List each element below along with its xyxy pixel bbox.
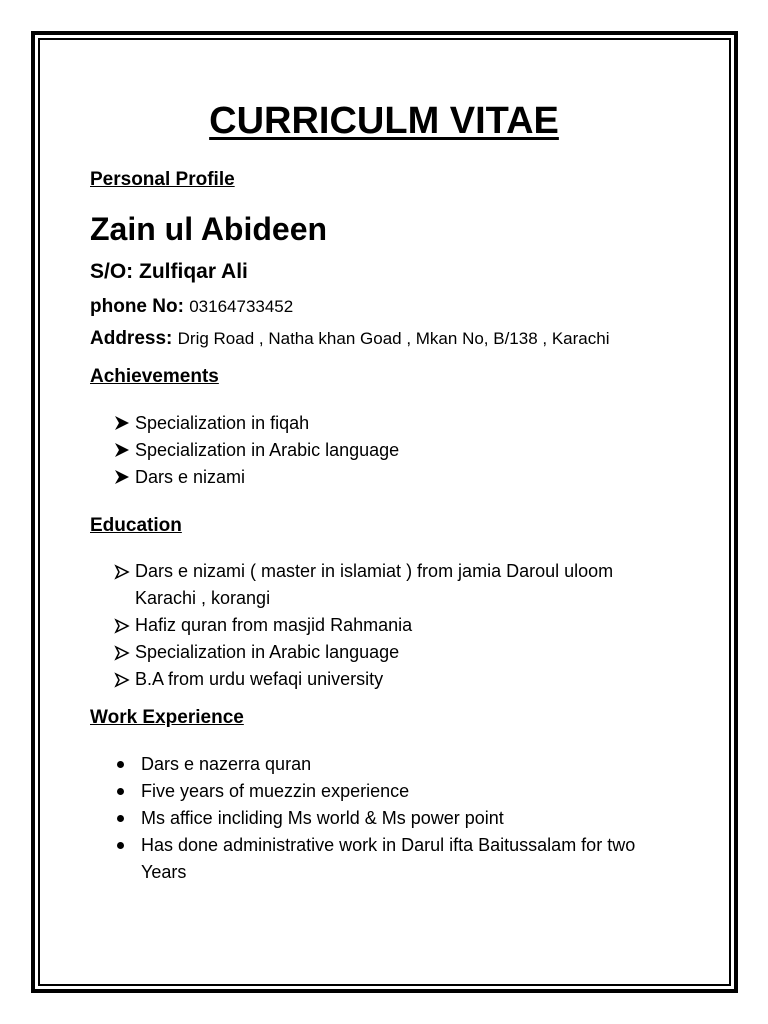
address-label: Address: [90,328,173,349]
work-text: Years [141,862,187,882]
arrow-bullet-icon [114,469,130,485]
document-title: CURRICULM VITAE [209,100,559,142]
list-item [0,558,613,585]
address-line [90,328,609,350]
work-text: Five years of muezzin experience [141,781,410,801]
person-name: Zain ul Abideen [90,211,328,247]
round-bullet-icon [117,761,124,768]
education-list [0,558,613,693]
list-item [0,410,399,437]
list-item [0,805,635,832]
address-value: Drig Road , Natha khan Goad , Mkan No, B/138 , Karachi [177,329,610,348]
work-experience-list [0,751,635,886]
achievements-list [0,410,399,491]
achievement-text: Specialization in Arabic language [135,440,400,460]
phone-label: phone No: [90,296,184,317]
round-bullet-icon [117,842,124,849]
education-text: B.A from urdu wefaqi university [135,669,384,689]
arrow-outline-bullet-icon [114,645,130,661]
education-heading: Education [90,515,182,536]
phone-value: 03164733452 [189,297,294,316]
education-text: Hafiz quran from masjid Rahmania [135,615,413,635]
arrow-bullet-icon [114,442,130,458]
round-bullet-icon [117,788,124,795]
phone-line [90,296,293,318]
work-text: Has done administrative work in Darul ifta Baitussalam for two [141,835,636,855]
list-item [0,464,399,491]
arrow-outline-bullet-icon [114,564,130,580]
list-item [0,751,635,778]
list-item-continuation [0,585,613,612]
arrow-outline-bullet-icon [114,618,130,634]
arrow-bullet-icon [114,415,130,431]
education-text: Dars e nizami ( master in islamiat ) from jamia Daroul uloom [135,561,614,581]
work-text: Dars e nazerra quran [141,754,312,774]
achievement-text: Specialization in fiqah [135,413,310,433]
list-item [0,778,635,805]
work-text: Ms affice incliding Ms world & Ms power point [141,808,504,828]
achievements-heading: Achievements [90,366,219,387]
personal-profile-heading: Personal Profile [90,169,235,190]
father-name: S/O: Zulfiqar Ali [90,260,248,283]
education-text: Karachi , korangi [135,588,271,608]
round-bullet-icon [117,815,124,822]
list-item [0,612,613,639]
achievement-text: Dars e nizami [135,467,246,487]
list-item [0,666,613,693]
education-text: Specialization in Arabic language [135,642,400,662]
list-item [0,832,635,859]
list-item-continuation [0,859,635,886]
work-experience-heading: Work Experience [90,707,244,728]
arrow-outline-bullet-icon [114,672,130,688]
list-item [0,639,613,666]
list-item [0,437,399,464]
